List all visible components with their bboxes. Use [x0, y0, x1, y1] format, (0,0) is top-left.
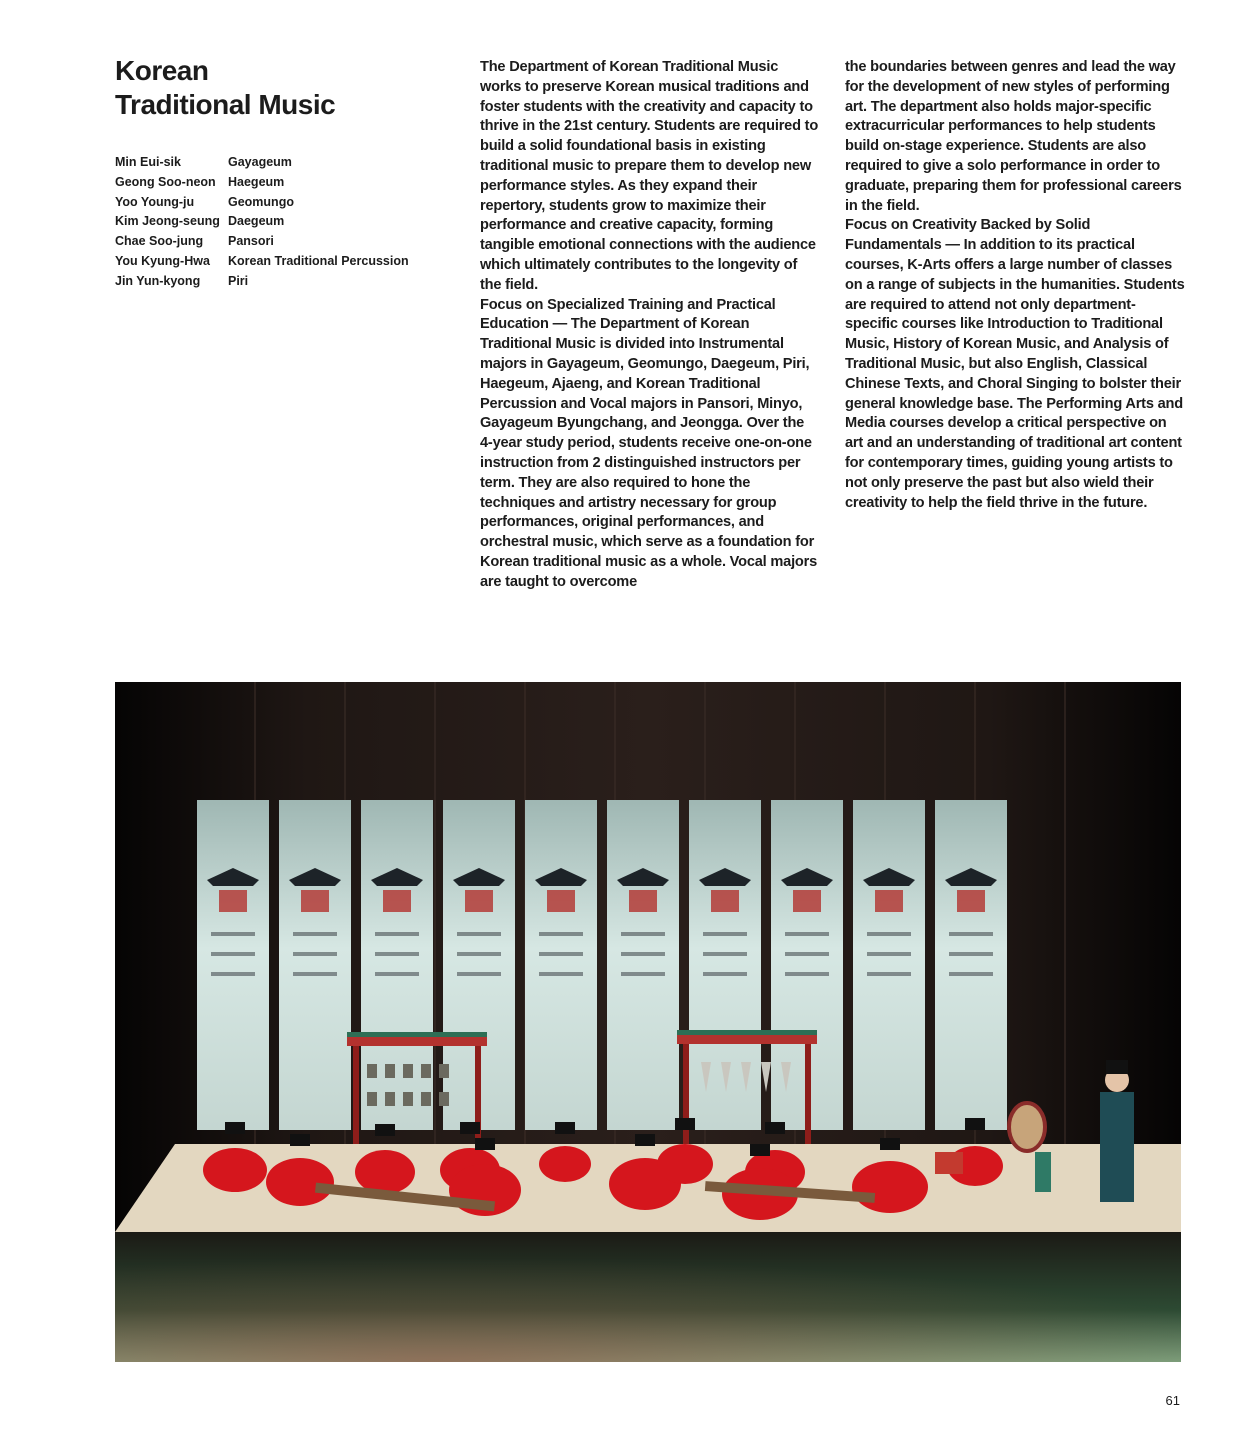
page-title-line-2: Traditional Music: [115, 89, 336, 120]
performance-photo: [115, 682, 1181, 1362]
faculty-row: [115, 254, 455, 274]
faculty-name: Yoo Young-ju: [115, 194, 195, 209]
faculty-instrument: Haegeum: [228, 174, 285, 189]
conductor: [1100, 1060, 1134, 1202]
faculty-instrument: Geomungo: [228, 194, 294, 209]
faculty-row: [115, 274, 455, 294]
page-title: [115, 54, 435, 122]
faculty-row: [115, 214, 455, 234]
faculty-instrument: Piri: [228, 273, 249, 288]
faculty-row: [115, 234, 455, 254]
faculty-instrument: Gayageum: [228, 155, 292, 169]
faculty-instrument: Daegeum: [228, 214, 285, 229]
faculty-instrument: Korean Traditional Percussion: [228, 253, 409, 268]
page-number: 61: [1165, 1393, 1180, 1408]
faculty-list: [115, 155, 455, 294]
body-column-1: [480, 58, 820, 593]
faculty-instrument: Pansori: [228, 234, 274, 249]
section-creativity: Focus on Creativity Backed by Solid Fundamentals — In addition to its practical courses, K-Arts offers a large number of classes on a range of subjects in the humanities. Students are required to attend not only department-specific courses like Introduction to Traditional Music, History of Korean Music, and Analysis of Traditional Music, but also English, Classical Chinese Texts, and Choral Singing to bolster their general knowledge base. The Performing Arts and Media courses develop a critical perspective on art and an understanding of traditional art content for contemporary times, guiding young artists to not only preserve the past but also wield their creativity to help the field thrive in the future.: [845, 217, 1185, 511]
faculty-name: You Kyung-Hwa: [115, 253, 210, 268]
faculty-name: Kim Jeong-seung: [115, 214, 220, 229]
continued-paragraph: the boundaries between genres and lead the way for the development of new styles of performing art. The department also holds major-specific extracurricular performances to help students build on-stage experience. Students are also required to give a solo performance in order to graduate, preparing them for professional careers in the field.: [845, 59, 1182, 214]
faculty-row: [115, 175, 455, 195]
faculty-name: Jin Yun-kyong: [115, 273, 201, 288]
faculty-name: Geong Soo-neon: [115, 174, 216, 189]
faculty-name: Chae Soo-jung: [115, 234, 204, 249]
section-specialized-training: Focus on Specialized Training and Practical Education — The Department of Korean Traditional Music is divided into Instrumental majors in Gayageum, Geomungo, Daegeum, Piri, Haegeum, Ajaeng, and Korean Traditional Percussion and Vocal majors in Pansori, Minyo, Gayageum Byungchang, and Jeongga. Over the 4-year study period, students receive one-on-one instruction from 2 distinguished instructors per term. They are also required to hone the techniques and artistry necessary for group performances, original performances, and orchestral music, which serve as a foundation for Korean traditional music as a whole. Vocal majors are taught to overcome: [480, 296, 818, 590]
stage-front-glow: [115, 1232, 1181, 1362]
faculty-row: [115, 155, 455, 175]
faculty-row: [115, 195, 455, 215]
page-title-line-1: Korean: [115, 55, 209, 86]
faculty-name: Min Eui-sik: [115, 155, 181, 169]
intro-paragraph: The Department of Korean Traditional Music works to preserve Korean musical traditions and foster students with the creativity and capacity to thrive in the 21st century. Students are required to build a solid foundational basis in existing traditional music to prepare them to develop new performance styles. As they expand their repertory, students grow to maximize their performance and creative capacity, forming tangible emotional connections with the audience which ultimately contributes to the longevity of the field.: [480, 59, 819, 293]
body-column-2: [845, 58, 1185, 513]
